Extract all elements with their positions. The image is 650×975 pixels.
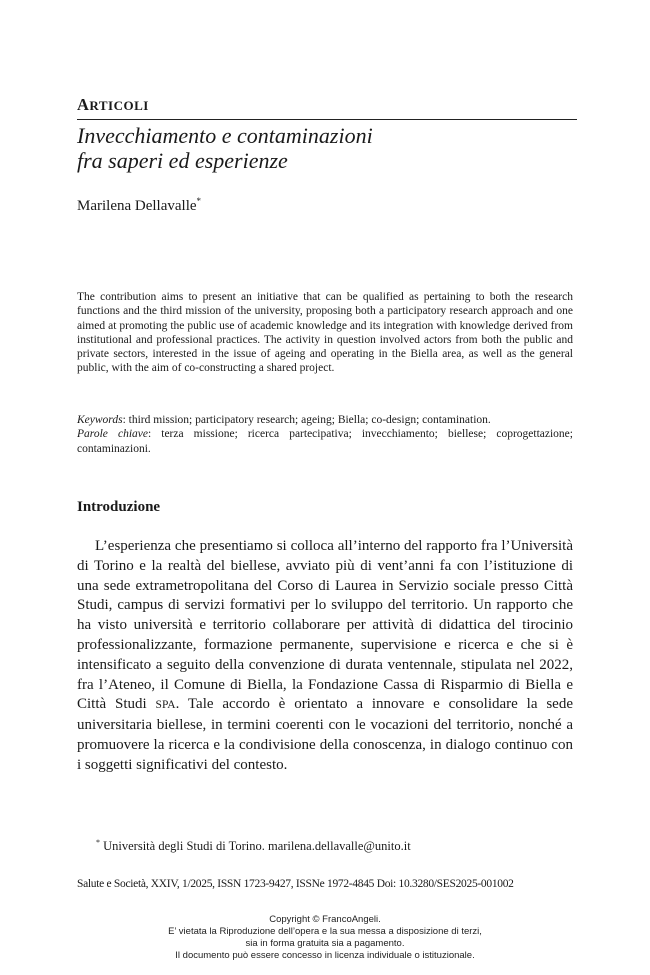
title-line-1: Invecchiamento e contaminazioni bbox=[77, 123, 373, 148]
author-name: Marilena Dellavalle bbox=[77, 198, 197, 214]
section-rule bbox=[77, 119, 577, 120]
copyright-line-2: E’ vietata la Riproduzione dell’opera e la sua messa a disposizione di terzi, bbox=[168, 926, 482, 937]
keywords-it bbox=[77, 427, 573, 456]
copyright-line-1: Copyright © FrancoAngeli. bbox=[269, 914, 381, 925]
copyright-line-4: Il documento può essere concesso in licenza individuale o istituzionale. bbox=[175, 950, 475, 961]
body-text-spa: SPA bbox=[155, 699, 176, 712]
body-text-part-1: L’esperienza che presentiamo si colloca all’interno del rapporto fra l’Università di Torino e la realtà del biellese, avviato più di vent’anni fa con l’istituzione di una sede extrametropolitana del Corso di Laurea in Servizio sociale presso Città Studi, campus di servizi formativi per lo sviluppo del territorio. Un rapporto che ha visto università e territorio collaborare per attività di didattica del tirocinio professionalizzante, formazione permanente, supervisione e ricerca e che si è intensificato a seguito della convenzione di durata ventennale, stipulata nel 2022, fra l’Ateneo, il Comune di Biella, la Fondazione Cassa di Risparmio di Biella e Città Studi bbox=[77, 538, 573, 713]
keywords-en-terms: : third mission; participatory research; ageing; Biella; co-design; contamination. bbox=[122, 414, 491, 426]
title-line-2: fra saperi ed esperienze bbox=[77, 148, 288, 173]
body-paragraph bbox=[77, 537, 573, 776]
abstract bbox=[77, 290, 573, 376]
keywords-it-terms: : terza missione; ricerca partecipativa; invecchiamento; biellese; coprogettazione; contaminazioni. bbox=[77, 428, 573, 455]
footnote bbox=[96, 838, 411, 854]
abstract-text: The contribution aims to present an initiative that can be qualified as pertaining to both the research functions and the third mission of the university, proposing both a participatory research approach and one aimed at promoting the public use of academic knowledge and its integration with knowledge derived from institutional and professional practices. The activity in question involved actors from both the public and private sectors, interested in the issue of ageing and operating in the Biella area, as well as the general public, with the aim of co-constructing a shared project. bbox=[77, 291, 573, 375]
section-label-initial: A bbox=[77, 95, 90, 114]
keywords-it-label: Parole chiave bbox=[77, 428, 148, 441]
journal-citation: Salute e Società, XXIV, 1/2025, ISSN 1723-9427, ISSNe 1972-4845 Doi: 10.3280/SES2025-001002 bbox=[77, 878, 514, 890]
footnote-text: Università degli Studi di Torino. marilena.dellavalle@unito.it bbox=[100, 839, 411, 853]
keywords-en-label: Keywords bbox=[77, 414, 123, 426]
footnote-mark: * bbox=[96, 838, 100, 847]
author bbox=[77, 196, 201, 215]
body-text-part-2: . Tale accordo è orientato a innovare e consolidare la sede universitaria biellese, in termini coerenti con le vocazioni del territorio, nonché a promuovere la ricerca e la condivisione della conoscenza, in dialogo continuo con i soggetti significativi del contesto. bbox=[77, 696, 573, 773]
article-title bbox=[77, 123, 577, 173]
section-label-rest: RTICOLI bbox=[89, 98, 149, 113]
section-label bbox=[77, 95, 577, 115]
copyright-notice bbox=[0, 914, 650, 962]
copyright-line-3: sia in forma gratuita sia a pagamento. bbox=[245, 938, 405, 949]
keywords-block bbox=[77, 413, 573, 456]
keywords-en bbox=[77, 413, 573, 427]
author-footnote-mark: * bbox=[196, 196, 202, 206]
section-heading: Introduzione bbox=[77, 499, 161, 515]
